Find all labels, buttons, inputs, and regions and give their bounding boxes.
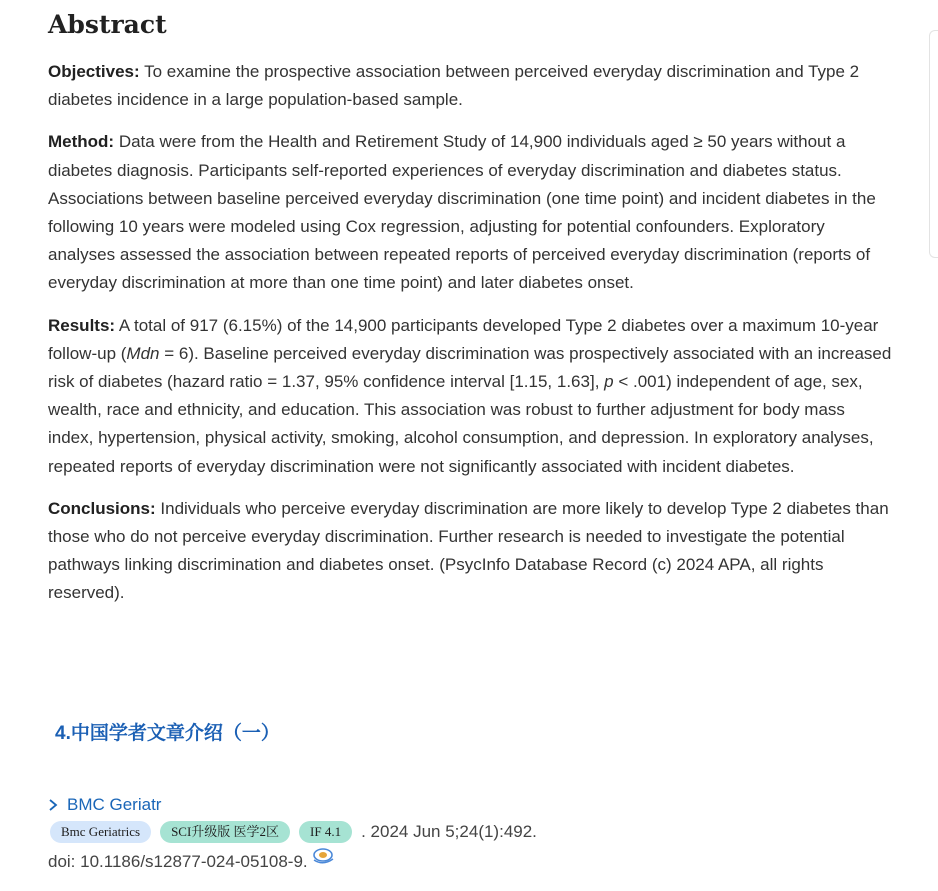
publication-date: . 2024 Jun 5;24(1):492. <box>361 822 537 841</box>
chevron-right-icon[interactable] <box>48 799 58 811</box>
results-text-2: = 6). Baseline perceived everyday discrimination was prospectively associated with an increased risk of diabetes (hazard ratio = 1.37, 95% confidence interval [1.15, 1.63], <box>48 343 892 392</box>
doi-line <box>48 852 336 872</box>
doi-text: doi: 10.1186/s12877-024-05108-9. <box>48 852 308 871</box>
results-italic-mdn: Mdn <box>126 343 160 363</box>
impact-factor-tag: IF 4.1 <box>299 821 352 843</box>
abstract-title: Abstract <box>48 10 167 39</box>
citation-meta <box>50 821 537 843</box>
objectives-paragraph <box>48 58 893 114</box>
objectives-label: Objectives: <box>48 62 140 81</box>
journal-line <box>48 795 161 815</box>
method-label: Method: <box>48 132 115 152</box>
open-link-icon[interactable] <box>312 847 336 867</box>
conclusions-label: Conclusions: <box>48 498 156 518</box>
journal-link[interactable]: BMC Geriatr <box>67 795 162 814</box>
section-heading: 4.中国学者文章介绍（一） <box>55 723 280 744</box>
results-text-3: < .001) independent of age, sex, wealth, race and ethnicity, and education. This association was robust to further adjustment for body mass index, hypertension, physical activity, smoking, alcohol consumption, and depression. In exploratory analyses, repeated reports of everyday discrimination were not significantly associated with incident diabetes. <box>48 372 874 476</box>
results-label: Results: <box>48 315 116 335</box>
conclusions-paragraph <box>48 495 893 608</box>
abstract-body <box>48 58 893 622</box>
results-text-1: A total of 917 (6.15%) of the 14,900 participants developed Type 2 diabetes over a maximum 10-year follow-up ( <box>48 315 879 363</box>
side-panel-edge <box>929 30 938 258</box>
objectives-text: To examine the prospective association between perceived everyday discrimination and Type 2 diabetes incidence in a large population-based sample. <box>48 62 860 110</box>
method-text: Data were from the Health and Retirement Study of 14,900 individuals aged ≥ 50 years without a diabetes diagnosis. Participants self-reported experiences of everyday discrimination and diabetes status. Associations between baseline perceived everyday discrimination (one time point) and incident diabetes in the following 10 years were modeled using Cox regression, adjusting for potential confounders. Exploratory analyses assessed the association between repeated reports of perceived everyday discrimination (reports of everyday discrimination at more than one time point) and later diabetes onset. <box>48 132 876 293</box>
conclusions-text: Individuals who perceive everyday discrimination are more likely to develop Type 2 diabetes than those who do not perceive everyday discrimination. Further research is needed to investigate the potential pathways linking discrimination and diabetes onset. (PsycInfo Database Record (c) 2024 APA, all rights reserved). <box>48 498 889 603</box>
method-paragraph <box>48 128 893 297</box>
results-italic-p: p <box>604 372 614 392</box>
results-paragraph <box>48 312 893 481</box>
journal-name-tag: Bmc Geriatrics <box>50 821 151 843</box>
sci-rank-tag: SCI升级版 医学2区 <box>160 821 290 843</box>
